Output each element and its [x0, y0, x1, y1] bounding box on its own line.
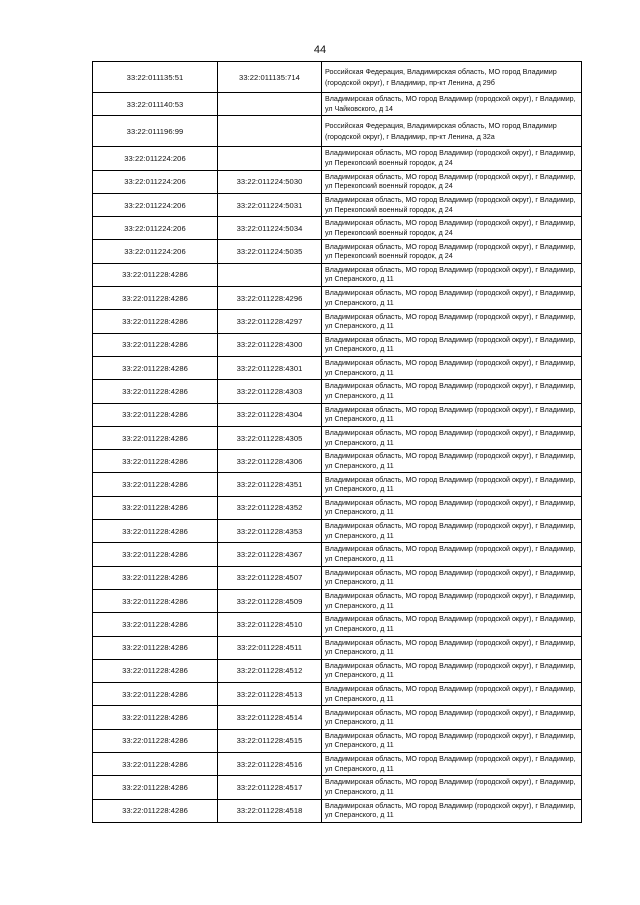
parcel-number-cell: 33:22:011228:4286 — [93, 287, 218, 310]
address-cell: Владимирская область, МО город Владимир (городской округ), г Владимир, ул Сперанского, д 11 — [322, 263, 582, 286]
parcel-number-cell: 33:22:011228:4286 — [93, 450, 218, 473]
address-cell: Владимирская область, МО город Владимир (городской округ), г Владимир, ул Сперанского, д 11 — [322, 426, 582, 449]
subparcel-number-cell — [218, 263, 322, 286]
address-cell: Владимирская область, МО город Владимир (городской округ), г Владимир, ул Сперанского, д 11 — [322, 333, 582, 356]
table-row — [93, 706, 582, 729]
subparcel-number-cell: 33:22:011228:4511 — [218, 636, 322, 659]
address-cell: Владимирская область, МО город Владимир (городской округ), г Владимир, ул Перекопский военный городок, д 24 — [322, 240, 582, 263]
table-row — [93, 566, 582, 589]
page-number: 44 — [313, 44, 327, 56]
parcel-number-cell: 33:22:011228:4286 — [93, 263, 218, 286]
subparcel-number-cell: 33:22:011228:4351 — [218, 473, 322, 496]
subparcel-number-cell: 33:22:011228:4297 — [218, 310, 322, 333]
address-cell: Российская Федерация, Владимирская область, МО город Владимир (городской округ), г Владимир, пр-кт Ленина, д 29б — [322, 62, 582, 93]
parcel-number-cell: 33:22:011228:4286 — [93, 333, 218, 356]
table-row — [93, 170, 582, 193]
parcel-number-cell: 33:22:011228:4286 — [93, 706, 218, 729]
address-cell: Владимирская область, МО город Владимир (городской округ), г Владимир, ул Перекопский военный городок, д 24 — [322, 217, 582, 240]
address-cell: Владимирская область, МО город Владимир (городской округ), г Владимир, ул Сперанского, д 11 — [322, 520, 582, 543]
parcel-number-cell: 33:22:011228:4286 — [93, 683, 218, 706]
subparcel-number-cell: 33:22:011228:4514 — [218, 706, 322, 729]
parcel-number-cell: 33:22:011228:4286 — [93, 659, 218, 682]
table-row — [93, 356, 582, 379]
table-row — [93, 683, 582, 706]
address-cell: Владимирская область, МО город Владимир (городской округ), г Владимир, ул Перекопский военный городок, д 24 — [322, 170, 582, 193]
parcel-number-cell: 33:22:011228:4286 — [93, 380, 218, 403]
table-row — [93, 193, 582, 216]
parcel-number-cell: 33:22:011228:4286 — [93, 356, 218, 379]
parcel-number-cell: 33:22:011140:53 — [93, 93, 218, 116]
table-row — [93, 753, 582, 776]
table-row — [93, 729, 582, 752]
address-cell: Владимирская область, МО город Владимир (городской округ), г Владимир, ул Сперанского, д 11 — [322, 356, 582, 379]
parcel-number-cell: 33:22:011228:4286 — [93, 426, 218, 449]
parcel-number-cell: 33:22:011228:4286 — [93, 566, 218, 589]
address-cell: Владимирская область, МО город Владимир (городской округ), г Владимир, ул Сперанского, д 11 — [322, 566, 582, 589]
parcel-number-cell: 33:22:011228:4286 — [93, 310, 218, 333]
address-cell: Владимирская область, МО город Владимир (городской округ), г Владимир, ул Сперанского, д 11 — [322, 287, 582, 310]
parcel-number-cell: 33:22:011135:51 — [93, 62, 218, 93]
subparcel-number-cell — [218, 116, 322, 147]
parcel-number-cell: 33:22:011224:206 — [93, 147, 218, 170]
address-cell: Российская Федерация, Владимирская область, МО город Владимир (городской округ), г Владимир, пр-кт Ленина, д 32а — [322, 116, 582, 147]
parcel-number-cell: 33:22:011228:4286 — [93, 753, 218, 776]
parcel-number-cell: 33:22:011228:4286 — [93, 473, 218, 496]
parcel-number-cell: 33:22:011228:4286 — [93, 776, 218, 799]
address-cell: Владимирская область, МО город Владимир (городской округ), г Владимир, ул Сперанского, д 11 — [322, 403, 582, 426]
subparcel-number-cell: 33:22:011228:4507 — [218, 566, 322, 589]
table-row — [93, 310, 582, 333]
table-row — [93, 380, 582, 403]
subparcel-number-cell: 33:22:011224:5030 — [218, 170, 322, 193]
subparcel-number-cell: 33:22:011228:4353 — [218, 520, 322, 543]
table-row — [93, 333, 582, 356]
parcel-number-cell: 33:22:011196:99 — [93, 116, 218, 147]
parcel-number-cell: 33:22:011224:206 — [93, 193, 218, 216]
table-row — [93, 450, 582, 473]
table-row — [93, 520, 582, 543]
parcel-number-cell: 33:22:011224:206 — [93, 217, 218, 240]
subparcel-number-cell: 33:22:011228:4300 — [218, 333, 322, 356]
parcel-number-cell: 33:22:011228:4286 — [93, 589, 218, 612]
subparcel-number-cell: 33:22:011228:4515 — [218, 729, 322, 752]
address-cell: Владимирская область, МО город Владимир (городской округ), г Владимир, ул Сперанского, д 11 — [322, 706, 582, 729]
address-cell: Владимирская область, МО город Владимир (городской округ), г Владимир, ул Сперанского, д 11 — [322, 496, 582, 519]
parcel-number-cell: 33:22:011228:4286 — [93, 520, 218, 543]
subparcel-number-cell: 33:22:011228:4509 — [218, 589, 322, 612]
subparcel-number-cell: 33:22:011228:4510 — [218, 613, 322, 636]
subparcel-number-cell: 33:22:011228:4512 — [218, 659, 322, 682]
subparcel-number-cell: 33:22:011224:5034 — [218, 217, 322, 240]
table-row — [93, 403, 582, 426]
address-cell: Владимирская область, МО город Владимир (городской округ), г Владимир, ул Сперанского, д 11 — [322, 589, 582, 612]
cadastral-table — [92, 61, 582, 823]
table-row — [93, 543, 582, 566]
parcel-number-cell: 33:22:011228:4286 — [93, 729, 218, 752]
parcel-number-cell: 33:22:011228:4286 — [93, 403, 218, 426]
table-row — [93, 473, 582, 496]
subparcel-number-cell: 33:22:011228:4296 — [218, 287, 322, 310]
address-cell: Владимирская область, МО город Владимир (городской округ), г Владимир, ул Сперанского, д 11 — [322, 753, 582, 776]
address-cell: Владимирская область, МО город Владимир (городской округ), г Владимир, ул Чайковского, д 14 — [322, 93, 582, 116]
table-row — [93, 589, 582, 612]
table-row — [93, 217, 582, 240]
subparcel-number-cell: 33:22:011228:4518 — [218, 799, 322, 822]
subparcel-number-cell: 33:22:011228:4306 — [218, 450, 322, 473]
address-cell: Владимирская область, МО город Владимир (городской округ), г Владимир, ул Сперанского, д 11 — [322, 310, 582, 333]
address-cell: Владимирская область, МО город Владимир (городской округ), г Владимир, ул Сперанского, д 11 — [322, 683, 582, 706]
address-cell: Владимирская область, МО город Владимир (городской округ), г Владимир, ул Сперанского, д 11 — [322, 729, 582, 752]
subparcel-number-cell: 33:22:011228:4301 — [218, 356, 322, 379]
parcel-number-cell: 33:22:011228:4286 — [93, 496, 218, 519]
table-row — [93, 93, 582, 116]
subparcel-number-cell: 33:22:011228:4517 — [218, 776, 322, 799]
subparcel-number-cell: 33:22:011228:4367 — [218, 543, 322, 566]
table-row — [93, 240, 582, 263]
table-row — [93, 147, 582, 170]
table-row — [93, 116, 582, 147]
parcel-number-cell: 33:22:011228:4286 — [93, 543, 218, 566]
table-row — [93, 613, 582, 636]
subparcel-number-cell: 33:22:011224:5035 — [218, 240, 322, 263]
subparcel-number-cell: 33:22:011228:4303 — [218, 380, 322, 403]
table-row — [93, 426, 582, 449]
parcel-number-cell: 33:22:011224:206 — [93, 240, 218, 263]
address-cell: Владимирская область, МО город Владимир (городской округ), г Владимир, ул Сперанского, д 11 — [322, 543, 582, 566]
subparcel-number-cell: 33:22:011135:714 — [218, 62, 322, 93]
table-row — [93, 636, 582, 659]
address-cell: Владимирская область, МО город Владимир (городской округ), г Владимир, ул Сперанского, д 11 — [322, 659, 582, 682]
table-row — [93, 263, 582, 286]
subparcel-number-cell: 33:22:011224:5031 — [218, 193, 322, 216]
subparcel-number-cell: 33:22:011228:4305 — [218, 426, 322, 449]
address-cell: Владимирская область, МО город Владимир (городской округ), г Владимир, ул Перекопский военный городок, д 24 — [322, 147, 582, 170]
parcel-number-cell: 33:22:011228:4286 — [93, 799, 218, 822]
table-row — [93, 62, 582, 93]
address-cell: Владимирская область, МО город Владимир (городской округ), г Владимир, ул Сперанского, д 11 — [322, 380, 582, 403]
parcel-number-cell: 33:22:011228:4286 — [93, 613, 218, 636]
table-row — [93, 799, 582, 822]
subparcel-number-cell: 33:22:011228:4513 — [218, 683, 322, 706]
address-cell: Владимирская область, МО город Владимир (городской округ), г Владимир, ул Сперанского, д 11 — [322, 799, 582, 822]
address-cell: Владимирская область, МО город Владимир (городской округ), г Владимир, ул Перекопский военный городок, д 24 — [322, 193, 582, 216]
subparcel-number-cell: 33:22:011228:4304 — [218, 403, 322, 426]
address-cell: Владимирская область, МО город Владимир (городской округ), г Владимир, ул Сперанского, д 11 — [322, 776, 582, 799]
table-row — [93, 287, 582, 310]
subparcel-number-cell: 33:22:011228:4352 — [218, 496, 322, 519]
subparcel-number-cell — [218, 93, 322, 116]
table-body — [93, 62, 582, 823]
table-row — [93, 659, 582, 682]
address-cell: Владимирская область, МО город Владимир (городской округ), г Владимир, ул Сперанского, д 11 — [322, 613, 582, 636]
subparcel-number-cell — [218, 147, 322, 170]
parcel-number-cell: 33:22:011224:206 — [93, 170, 218, 193]
table-row — [93, 496, 582, 519]
subparcel-number-cell: 33:22:011228:4516 — [218, 753, 322, 776]
address-cell: Владимирская область, МО город Владимир (городской округ), г Владимир, ул Сперанского, д 11 — [322, 636, 582, 659]
address-cell: Владимирская область, МО город Владимир (городской округ), г Владимир, ул Сперанского, д 11 — [322, 473, 582, 496]
table-row — [93, 776, 582, 799]
address-cell: Владимирская область, МО город Владимир (городской округ), г Владимир, ул Сперанского, д 11 — [322, 450, 582, 473]
parcel-number-cell: 33:22:011228:4286 — [93, 636, 218, 659]
